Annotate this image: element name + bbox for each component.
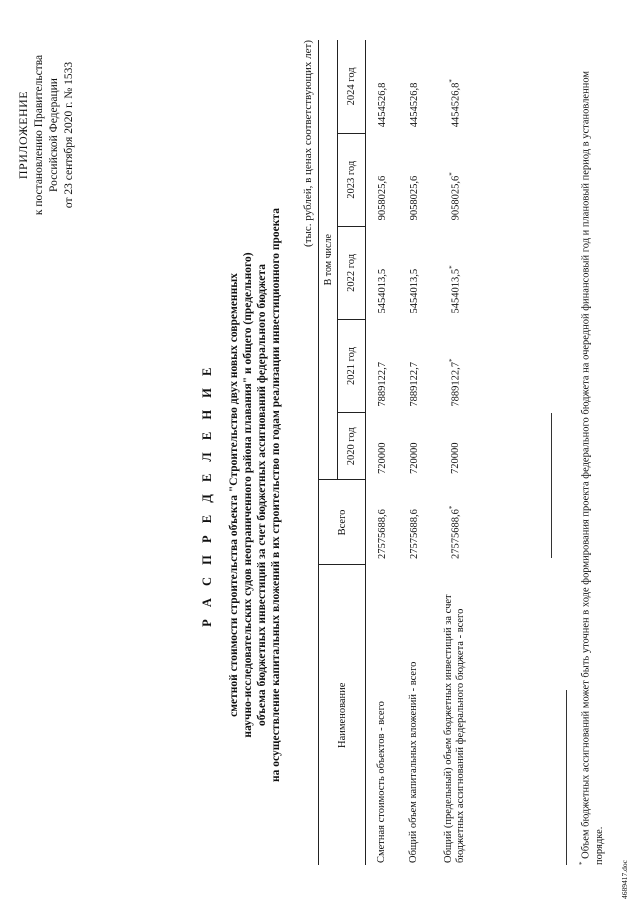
row-name: Общий (предельный) объем бюджетных инвестиций за счет бюджетных ассигнований федерального бюджета - всего: [443, 594, 466, 863]
table-row: [398, 40, 430, 865]
footnote-marker: *: [448, 172, 457, 176]
row-2023: 9058025,6: [376, 175, 388, 221]
row-2024-cell: [430, 40, 480, 133]
appendix-line-2: Российской Федерации: [48, 78, 60, 192]
header-name: Наименование: [319, 565, 366, 865]
row-2020: 720000: [408, 442, 420, 474]
footnote-mark: *: [578, 861, 586, 865]
title-line-1: сметной стоимости строительства объекта "Строительство двух новых современных: [228, 273, 240, 717]
appendix-line-1: к постановлению Правительства: [33, 54, 45, 216]
table-row: [366, 40, 399, 865]
row-2022-cell: [430, 226, 480, 319]
appendix-block: [16, 40, 77, 230]
header-year-2024: 2024 год: [338, 40, 366, 133]
header-including: В том числе: [319, 40, 338, 480]
row-2022: 5454013,5: [408, 268, 420, 314]
footnote-marker: *: [448, 505, 457, 510]
header-total: Всего: [319, 480, 366, 565]
separator-line: [551, 413, 552, 558]
row-total: 27575688,6: [376, 509, 388, 559]
footnote-text: Объем бюджетных ассигнований может быть уточнен в ходе формирования проекта федерального бюджета на очередной финансовый год и плановый период в установленном порядке.: [580, 70, 605, 865]
document-id: 4689417.doc: [620, 860, 629, 899]
row-2022: 5454013,5: [376, 268, 388, 314]
title-line-2: научно-исследовательских судов неограниченного района плавания" и общего (предельного): [242, 252, 254, 738]
row-total: 27575688,6: [450, 509, 462, 559]
footnote-marker: *: [448, 358, 457, 362]
footnote-marker: *: [448, 79, 457, 83]
footnote: [576, 35, 606, 865]
document-title: [200, 145, 283, 845]
row-2020: 720000: [376, 442, 388, 474]
row-name: Общий объем капитальных вложений - всего: [408, 661, 419, 863]
footnote-rule: [566, 690, 567, 865]
row-2023: 9058025,6: [408, 175, 420, 221]
title-line-3: объема бюджетных инвестиций за счет бюджетных ассигнований федерального бюджета: [256, 264, 268, 726]
row-2023: 9058025,6: [450, 175, 462, 221]
row-2021: 7889122,7: [376, 361, 388, 407]
appendix-title: ПРИЛОЖЕНИЕ: [16, 90, 30, 180]
row-total-cell: [430, 480, 480, 565]
header-year-2020: 2020 год: [338, 413, 366, 480]
row-2021: 7889122,7: [450, 361, 462, 407]
header-year-2023: 2023 год: [338, 133, 366, 226]
table-header-row: [319, 40, 338, 865]
row-2023-cell: [430, 133, 480, 226]
footnote-marker: *: [448, 265, 457, 269]
header-year-2022: 2022 год: [338, 226, 366, 319]
row-2024: 4454526,8: [376, 82, 388, 128]
distribution-table: [318, 40, 480, 865]
row-2021: 7889122,7: [408, 361, 420, 407]
row-2024: 4454526,8: [408, 82, 420, 128]
table-row: [430, 40, 480, 865]
title-main: Р А С П Р Е Д Е Л Е Н И Е: [200, 363, 214, 627]
appendix-line-3: от 23 сентября 2020 г. № 1533: [63, 61, 75, 209]
header-year-2021: 2021 год: [338, 319, 366, 412]
row-name: Сметная стоимость объектов - всего: [376, 701, 387, 863]
title-line-4: на осуществление капитальных вложений в их строительство по годам реализации инвестиционного проекта: [270, 208, 282, 782]
row-2022: 5454013,5: [450, 268, 462, 314]
row-total: 27575688,6: [408, 509, 420, 559]
row-2020: 720000: [449, 442, 461, 474]
row-2021-cell: [430, 319, 480, 412]
units-note: (тыс. рублей, в ценах соответствующих лет): [302, 40, 314, 247]
row-2024: 4454526,8: [450, 82, 462, 128]
